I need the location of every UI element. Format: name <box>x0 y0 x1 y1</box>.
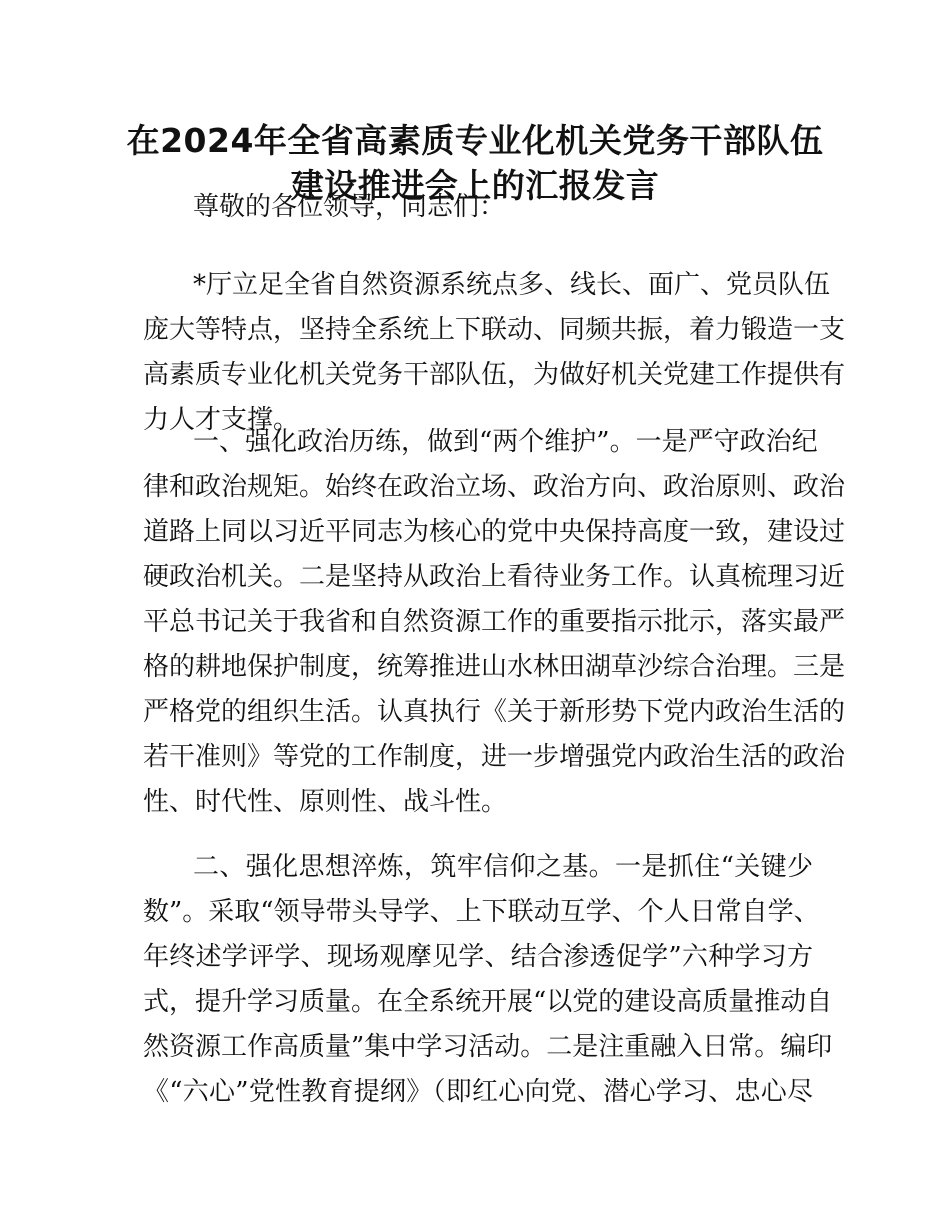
paragraph-2-line-1: 一、强化政治历练，做到“两个维护”。一是严守政治纪 <box>193 427 818 457</box>
paragraph-2-line-7: 严格党的组织生活。认真执行《关于新形势下党内政治生活的 <box>143 697 846 727</box>
paragraph-2-line-9: 性、时代性、原则性、战斗性。 <box>143 787 508 817</box>
paragraph-3-line-4: 式，提升学习质量。在全系统开展“以党的建设高质量推动自 <box>143 987 833 1017</box>
greeting: 尊敬的各位领导，同志们： <box>193 192 506 222</box>
document-title-line-2: 建设推进会上的汇报发言 <box>290 166 660 205</box>
document-title-line-1: 在2024年全省高素质专业化机关党务干部队伍 <box>126 121 824 160</box>
paragraph-2-line-2: 律和政治规矩。始终在政治立场、政治方向、政治原则、政治 <box>143 472 846 502</box>
paragraph-1-line-3: 高素质专业化机关党务干部队伍，为做好机关党建工作提供有 <box>143 360 846 390</box>
paragraph-3-line-3: 年终述学评学、现场观摩见学、结合渗透促学”六种学习方 <box>143 942 813 972</box>
paragraph-3-line-6: 《“六心”党性教育提纲》（即红心向党、潜心学习、忠心尽 <box>143 1077 813 1107</box>
paragraph-3-line-2: 数”。采取“领导带头导学、上下联动互学、个人日常自学、 <box>143 897 820 927</box>
paragraph-2-line-6: 格的耕地保护制度，统筹推进山水林田湖草沙综合治理。三是 <box>143 652 846 682</box>
paragraph-2-line-5: 平总书记关于我省和自然资源工作的重要指示批示，落实最严 <box>143 607 846 637</box>
paragraph-2-line-4: 硬政治机关。二是坚持从政治上看待业务工作。认真梳理习近 <box>143 562 846 592</box>
paragraph-2-line-3: 道路上同以习近平同志为核心的党中央保持高度一致，建设过 <box>143 517 846 547</box>
paragraph-1-line-4: 力人才支撑。 <box>143 405 300 435</box>
paragraph-2-line-8: 若干准则》等党的工作制度，进一步增强党内政治生活的政治 <box>143 742 846 772</box>
paragraph-3-line-1: 二、强化思想淬炼，筑牢信仰之基。一是抓住“关键少 <box>193 852 813 882</box>
paragraph-3-line-5: 然资源工作高质量”集中学习活动。二是注重融入日常。编印 <box>143 1032 833 1062</box>
paragraph-1-line-2: 庞大等特点，坚持全系统上下联动、同频共振，着力锻造一支 <box>143 315 846 345</box>
paragraph-1-line-1: *厅立足全省自然资源系统点多、线长、面广、党员队伍 <box>193 270 831 300</box>
